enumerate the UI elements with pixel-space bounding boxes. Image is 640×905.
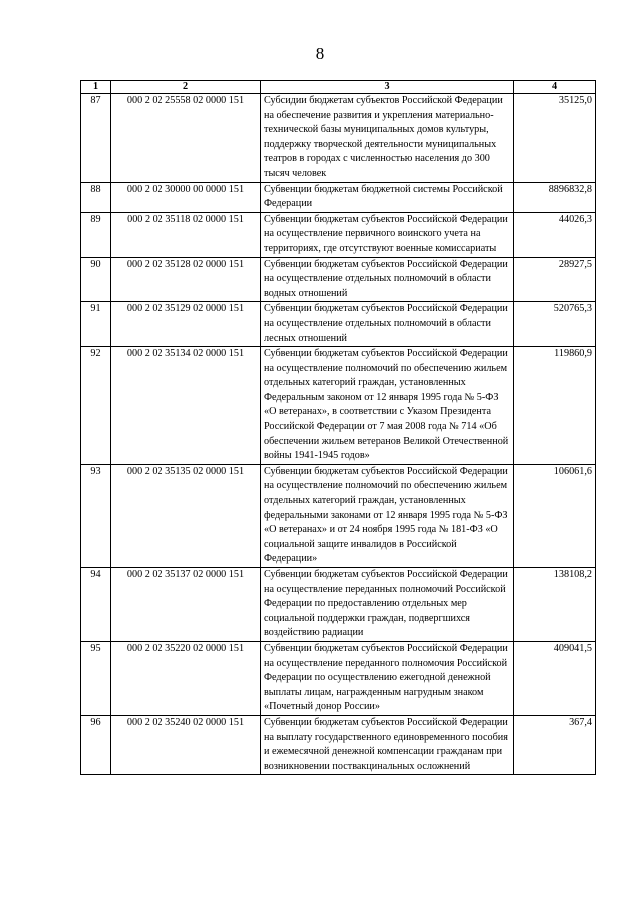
amount-value: 119860,9 — [514, 347, 596, 465]
amount-value: 106061,6 — [514, 464, 596, 567]
budget-code: 000 2 02 35129 02 0000 151 — [111, 302, 261, 347]
row-number: 92 — [81, 347, 111, 465]
budget-code: 000 2 02 35137 02 0000 151 — [111, 568, 261, 642]
budget-code: 000 2 02 35240 02 0000 151 — [111, 715, 261, 774]
amount-value: 409041,5 — [514, 641, 596, 715]
column-header-2: 2 — [111, 81, 261, 94]
page-number: 8 — [315, 44, 325, 63]
revenue-description: Субвенции бюджетам субъектов Российской Федерации на осуществление отдельных полномочий в области водных отношений — [261, 257, 514, 302]
budget-code: 000 2 02 35135 02 0000 151 — [111, 464, 261, 567]
budget-code: 000 2 02 35118 02 0000 151 — [111, 212, 261, 257]
column-header-4: 4 — [514, 81, 596, 94]
revenue-description: Субвенции бюджетам субъектов Российской Федерации на осуществление первичного воинского учета на территориях, где отсутствуют военные комиссариаты — [261, 212, 514, 257]
budget-code: 000 2 02 35134 02 0000 151 — [111, 347, 261, 465]
table-row — [81, 464, 596, 567]
table-row — [81, 715, 596, 774]
revenue-description: Субвенции бюджетам бюджетной системы Российской Федерации — [261, 182, 514, 212]
row-number: 96 — [81, 715, 111, 774]
table-row — [81, 641, 596, 715]
row-number: 94 — [81, 568, 111, 642]
revenue-description: Субвенции бюджетам субъектов Российской Федерации на осуществление полномочий по обеспечению жильем отдельных категорий граждан, установленных Федеральным законом от 12 января 1995 года № 5-ФЗ «О ветеранах», в соответствии с Указом Президента Российской Федерации от 7 мая 2008 года № 714 «Об обеспечении жильем ветеранов Великой Отечественной войны 1941-1945 годов» — [261, 347, 514, 465]
budget-code: 000 2 02 35128 02 0000 151 — [111, 257, 261, 302]
row-number: 88 — [81, 182, 111, 212]
amount-value: 8896832,8 — [514, 182, 596, 212]
revenue-description: Субвенции бюджетам субъектов Российской Федерации на осуществление отдельных полномочий в области лесных отношений — [261, 302, 514, 347]
table-row — [81, 347, 596, 465]
table-row — [81, 212, 596, 257]
table-row — [81, 568, 596, 642]
amount-value: 28927,5 — [514, 257, 596, 302]
budget-revenue-table — [80, 80, 596, 775]
table-header-row — [81, 81, 596, 94]
table-row — [81, 302, 596, 347]
budget-code: 000 2 02 25558 02 0000 151 — [111, 94, 261, 183]
table-row — [81, 94, 596, 183]
row-number: 91 — [81, 302, 111, 347]
revenue-description: Субвенции бюджетам субъектов Российской Федерации на осуществление переданного полномочия Российской Федерации по осуществлению ежегодной денежной выплаты лицам, награжденным нагрудным знаком «Почетный донор России» — [261, 641, 514, 715]
amount-value: 520765,3 — [514, 302, 596, 347]
budget-code: 000 2 02 35220 02 0000 151 — [111, 641, 261, 715]
amount-value: 35125,0 — [514, 94, 596, 183]
row-number: 87 — [81, 94, 111, 183]
revenue-description: Субвенции бюджетам субъектов Российской Федерации на осуществление переданных полномочий Российской Федерации по предоставлению отдельных мер социальной поддержки граждан, подвергшихся воздействию радиации — [261, 568, 514, 642]
row-number: 95 — [81, 641, 111, 715]
column-header-3: 3 — [261, 81, 514, 94]
revenue-description: Субсидии бюджетам субъектов Российской Федерации на обеспечение развития и укрепления материально-технической базы муниципальных домов культуры, поддержку творческой деятельности муниципальных театров в городах с численностью населения до 300 тысяч человек — [261, 94, 514, 183]
table-row — [81, 182, 596, 212]
row-number: 93 — [81, 464, 111, 567]
table-body — [81, 94, 596, 775]
amount-value: 44026,3 — [514, 212, 596, 257]
amount-value: 367,4 — [514, 715, 596, 774]
revenue-description: Субвенции бюджетам субъектов Российской Федерации на выплату государственного единовременного пособия и ежемесячной денежной компенсации гражданам при возникновении поствакцинальных осложнений — [261, 715, 514, 774]
row-number: 89 — [81, 212, 111, 257]
row-number: 90 — [81, 257, 111, 302]
column-header-1: 1 — [81, 81, 111, 94]
table-row — [81, 257, 596, 302]
budget-code: 000 2 02 30000 00 0000 151 — [111, 182, 261, 212]
amount-value: 138108,2 — [514, 568, 596, 642]
revenue-description: Субвенции бюджетам субъектов Российской Федерации на осуществление полномочий по обеспечению жильем отдельных категорий граждан, установленных федеральными законами от 12 января 1995 года № 5-ФЗ «О ветеранах» и от 24 ноября 1995 года № 181-ФЗ «О социальной защите инвалидов в Российской Федерации» — [261, 464, 514, 567]
